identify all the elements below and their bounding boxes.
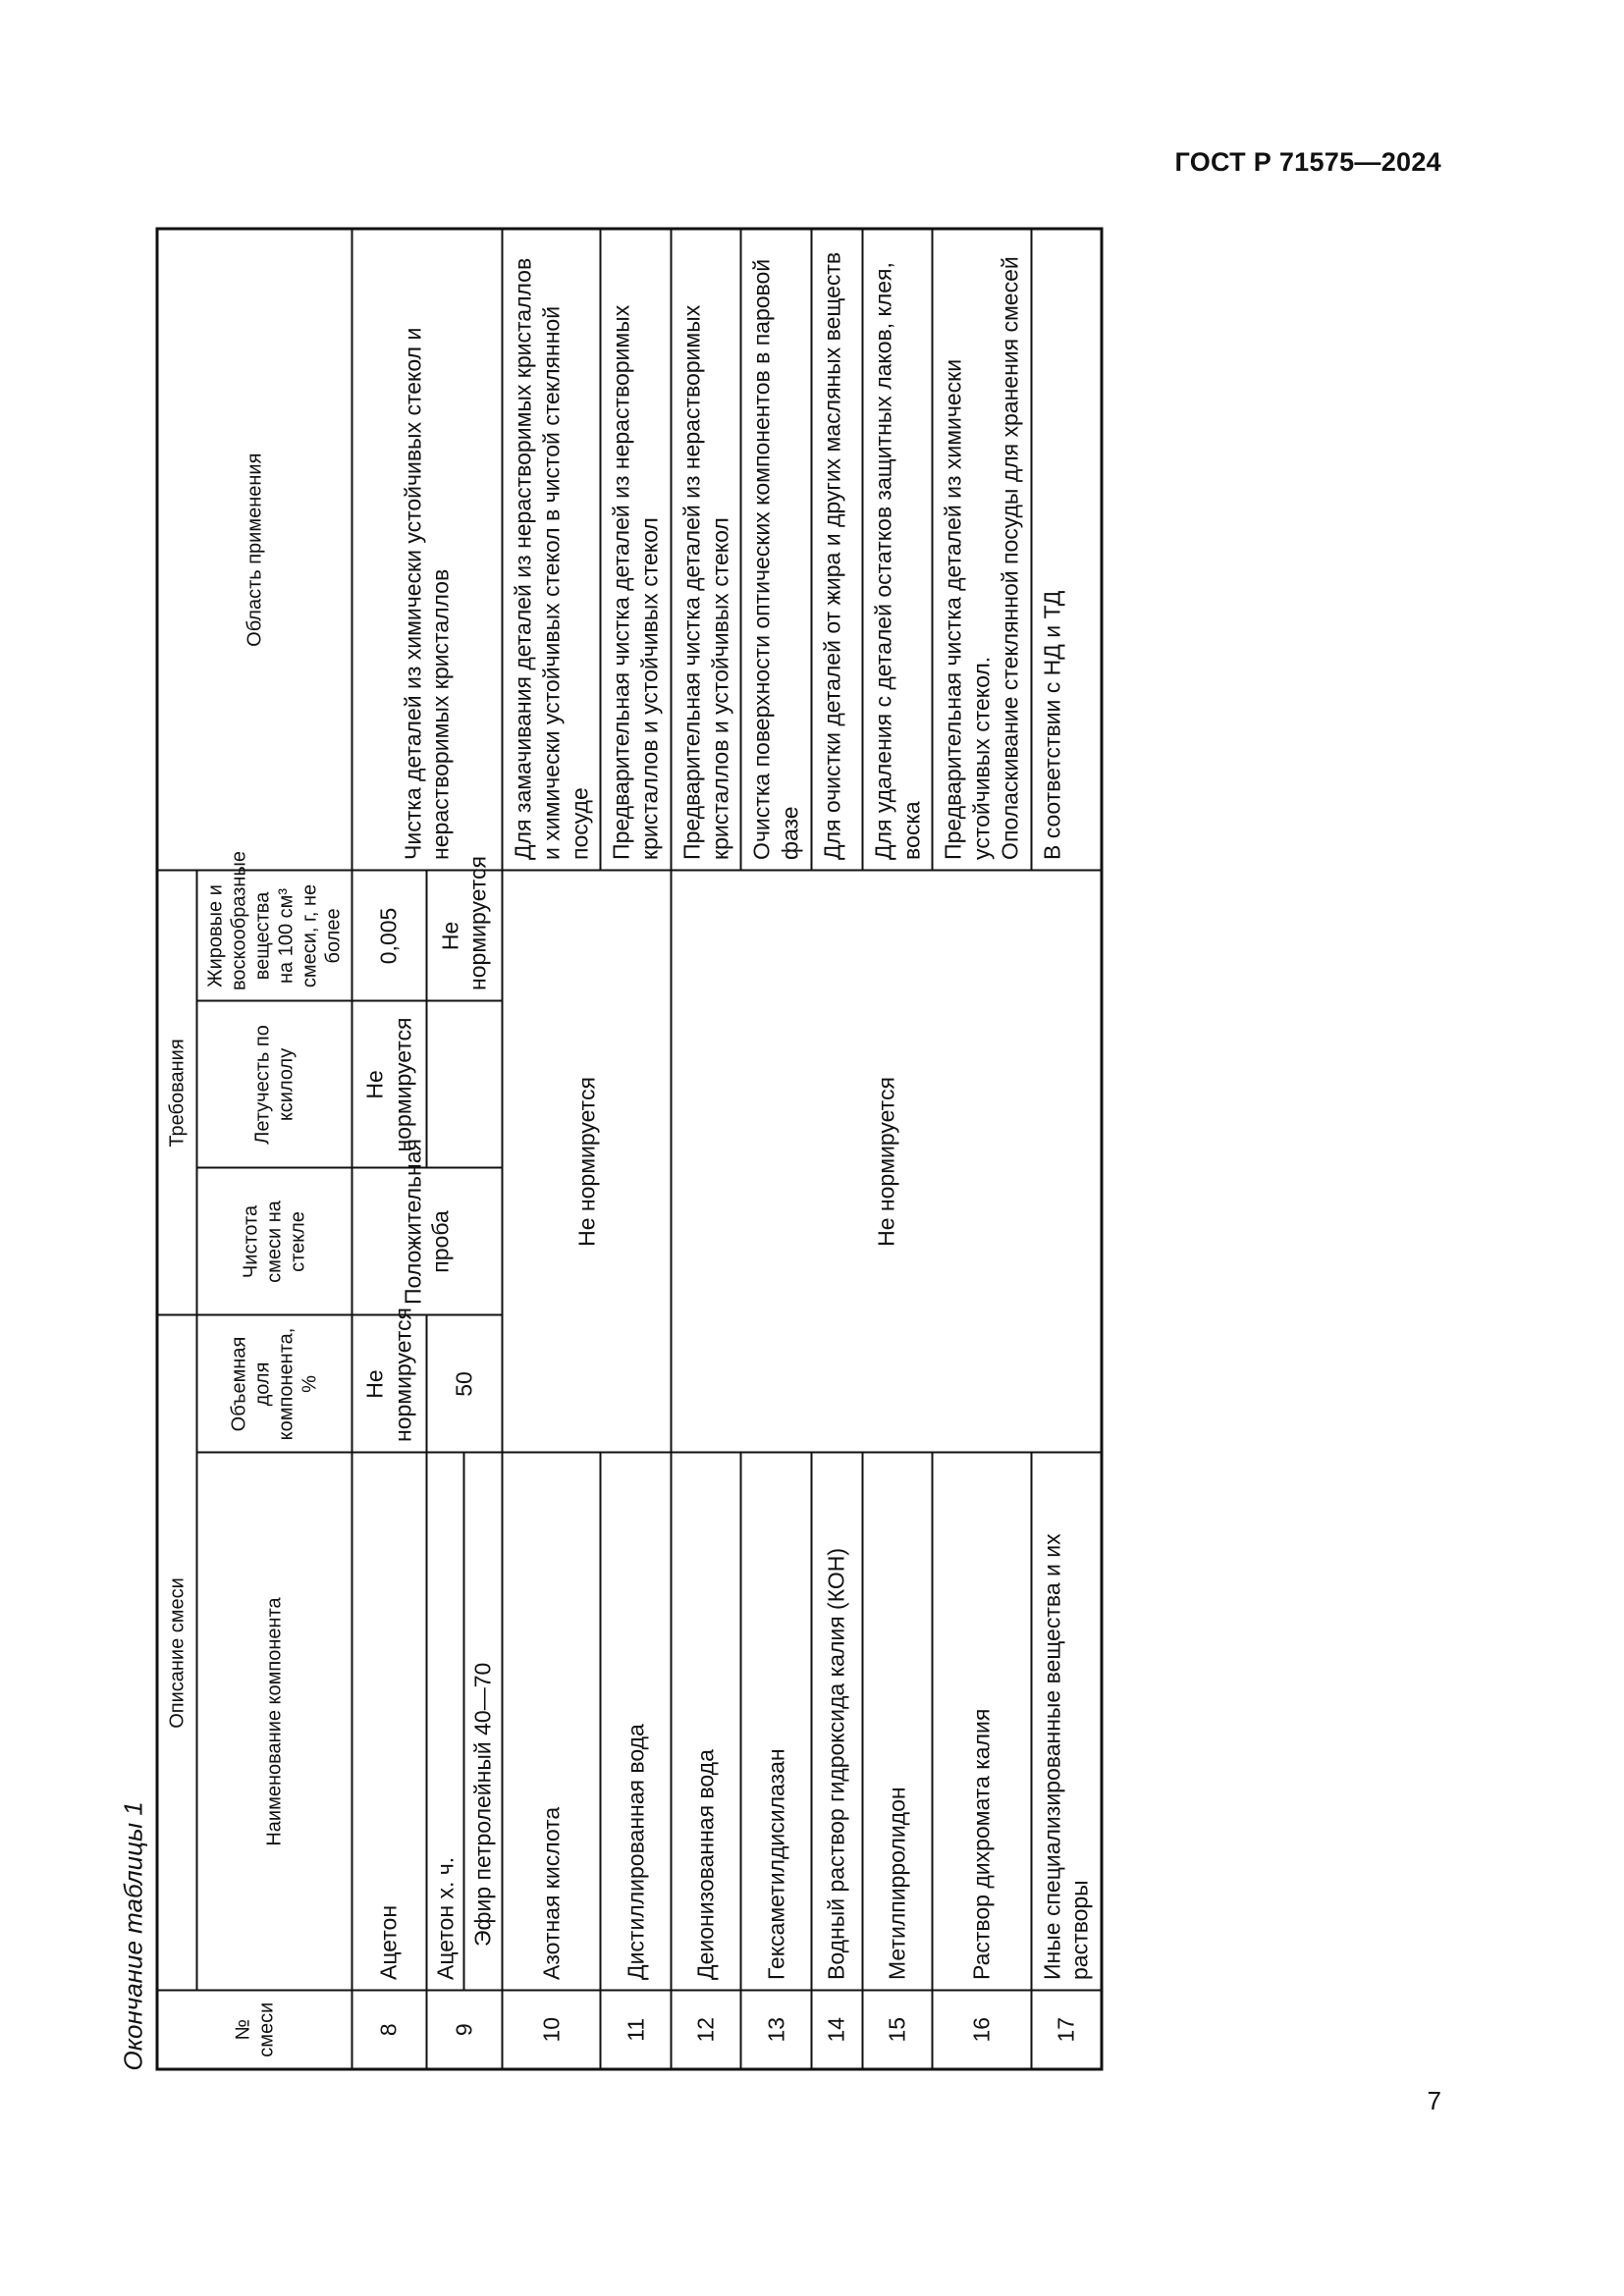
row-17-no: 17 bbox=[1031, 1991, 1102, 2069]
row-8-no: 8 bbox=[352, 1991, 426, 2069]
row-12-no: 12 bbox=[671, 1991, 741, 2069]
header-mix-description: Описание смеси bbox=[157, 1315, 196, 1991]
row-11-application: Предварительная чистка деталей из нерастворимых кристаллов и устойчивых стекол bbox=[601, 229, 672, 871]
row-8-volatility: Не нормируется bbox=[352, 1001, 426, 1168]
row-9-name-cell bbox=[426, 1453, 503, 1991]
row-15-no: 15 bbox=[862, 1991, 933, 2069]
row-14-application: Для очистки деталей от жира и других масляных веществ bbox=[811, 229, 862, 871]
table-row-10 bbox=[503, 229, 601, 2069]
row-10-no: 10 bbox=[503, 1991, 601, 2069]
row-11-no: 11 bbox=[601, 1991, 672, 2069]
row-8-fats: 0,005 bbox=[352, 871, 426, 1001]
row-16-name: Раствор дихромата калия bbox=[933, 1453, 1031, 1991]
header-application: Область применения bbox=[157, 229, 352, 871]
rows-10-11-requirements: Не нормируется bbox=[503, 871, 672, 1453]
row-11-name: Дистиллированная вода bbox=[601, 1453, 672, 1991]
header-requirements: Требования bbox=[157, 871, 196, 1315]
header-fats: Жировые и воскообразные вещества на 100 см³ смеси, г, не более bbox=[196, 871, 352, 1001]
row-15-name: Метилпирролидон bbox=[862, 1453, 933, 1991]
header-volume-fraction: Объемная доля компонента, % bbox=[196, 1315, 352, 1453]
row-9-fraction: 50 bbox=[426, 1315, 503, 1453]
row-14-name: Водный раствор гидроксида калия (КОН) bbox=[811, 1453, 862, 1991]
table-row-12 bbox=[671, 229, 741, 2069]
rotated-table-region bbox=[112, 231, 1243, 2071]
row-12-application: Предварительная чистка деталей из нерастворимых кристаллов и устойчивых стекол bbox=[671, 229, 741, 871]
row-12-name: Деионизованная вода bbox=[671, 1453, 741, 1991]
row-17-name: Иные специализированные вещества и их растворы bbox=[1031, 1453, 1102, 1991]
row-8-name: Ацетон bbox=[352, 1453, 426, 1991]
header-volatility: Летучесть по ксилолу bbox=[196, 1001, 352, 1168]
table-row-8 bbox=[352, 229, 426, 2069]
row-9-name-b: Эфир петролейный 40—70 bbox=[469, 1662, 496, 1947]
row-13-no: 13 bbox=[741, 1991, 812, 2069]
row-8-fraction: Не нормируется bbox=[352, 1315, 426, 1453]
row-17-application: В соответствии с НД и ТД bbox=[1031, 229, 1102, 871]
row-10-application: Для замачивания деталей из нерастворимых кристаллов и химически устойчивых стекол в чистой стеклянной посуде bbox=[503, 229, 601, 871]
row-15-application: Для удаления с деталей остатков защитных лаков, клея, воска bbox=[862, 229, 933, 871]
rows-8-9-application: Чистка деталей из химически устойчивых стекол и нерастворимых кристаллов bbox=[352, 229, 503, 871]
row-16-application-cell bbox=[933, 229, 1031, 871]
row-9-volatility-empty bbox=[426, 1001, 503, 1168]
row-9-fats: Не нормируется bbox=[426, 871, 503, 1001]
row-16-no: 16 bbox=[933, 1991, 1031, 2069]
document-code: ГОСТ Р 71575—2024 bbox=[1174, 147, 1441, 177]
rows-8-9-purity: Положительная проба bbox=[352, 1168, 503, 1315]
header-component-name: Наименование компонента bbox=[196, 1453, 352, 1991]
row-16-application-1: Предварительная чистка деталей из химически устойчивых стекол. bbox=[940, 358, 995, 860]
header-purity: Чистота смеси на стекле bbox=[196, 1168, 352, 1315]
row-13-name: Гексаметилдисилазан bbox=[741, 1453, 812, 1991]
rows-12-17-requirements: Не нормируется bbox=[671, 871, 1102, 1453]
row-9-name-a: Ацетон х. ч. bbox=[427, 1454, 465, 1990]
row-16-application-2: Ополаскивание стеклянной посуды для хранения смесей bbox=[997, 256, 1023, 860]
row-13-application: Очистка поверхности оптических компонентов в паровой фазе bbox=[741, 229, 812, 871]
row-9-no: 9 bbox=[426, 1991, 503, 2069]
row-14-no: 14 bbox=[811, 1991, 862, 2069]
table-caption: Окончание таблицы 1 bbox=[118, 1801, 148, 2071]
header-no: № смеси bbox=[157, 1991, 352, 2069]
row-10-name: Азотная кислота bbox=[503, 1453, 601, 1991]
mixtures-table bbox=[156, 227, 1104, 2070]
page-number: 7 bbox=[1427, 2086, 1441, 2115]
